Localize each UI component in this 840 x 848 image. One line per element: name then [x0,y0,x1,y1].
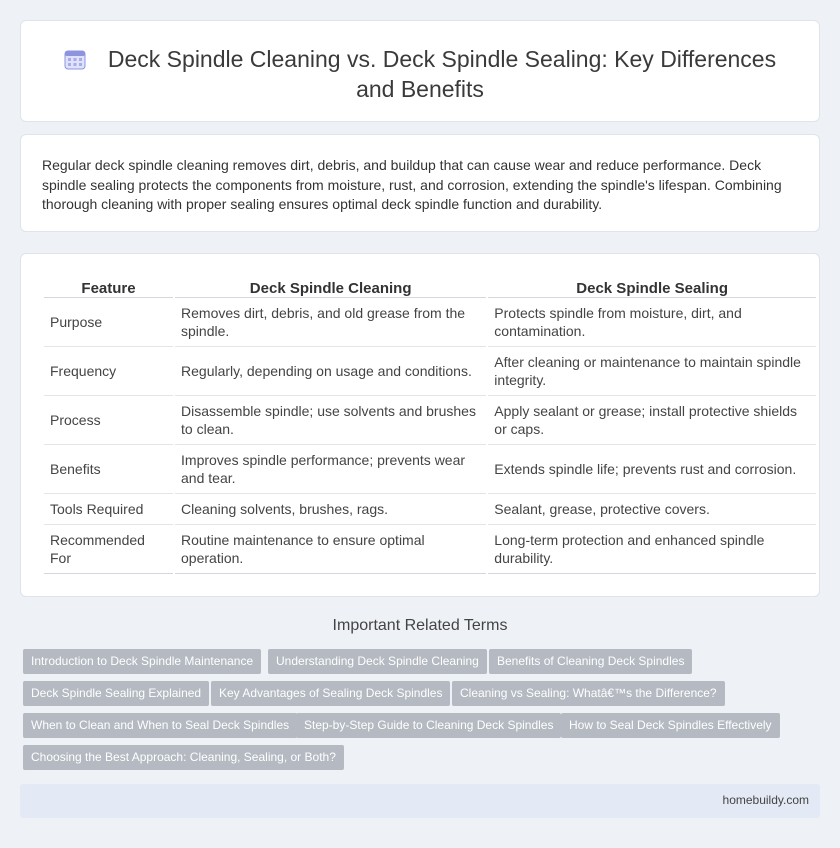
row-sealing: Apply sealant or grease; install protective shields or caps. [488,396,816,445]
related-term-tag[interactable]: Benefits of Cleaning Deck Spindles [489,649,692,674]
row-feature: Tools Required [44,494,173,525]
row-sealing: Extends spindle life; prevents rust and corrosion. [488,445,816,494]
row-sealing: Sealant, grease, protective covers. [488,494,816,525]
related-term-tag[interactable]: Understanding Deck Spindle Cleaning [268,649,487,674]
related-term-tag[interactable]: How to Seal Deck Spindles Effectively [561,713,780,738]
row-sealing: Protects spindle from moisture, dirt, and contamination. [488,298,816,347]
intro-card [20,134,820,232]
row-cleaning: Removes dirt, debris, and old grease from the spindle. [175,298,486,347]
table-row [44,525,816,574]
row-sealing: Long-term protection and enhanced spindle durability. [488,525,816,574]
footer [20,784,820,818]
comparison-card [20,253,820,597]
title-card [20,20,820,122]
calendar-icon [64,48,86,70]
table-row [44,396,816,445]
header-sealing: Deck Spindle Sealing [488,276,816,298]
row-cleaning: Routine maintenance to ensure optimal operation. [175,525,486,574]
table-row [44,347,816,396]
table-header-row [44,276,816,298]
related-term-tag[interactable]: Cleaning vs Sealing: Whatâ€™s the Difference? [452,681,725,706]
related-term-tag[interactable]: Deck Spindle Sealing Explained [23,681,209,706]
row-feature: Frequency [44,347,173,396]
related-term-tag[interactable]: Step-by-Step Guide to Cleaning Deck Spindles [296,713,561,738]
table-row [44,298,816,347]
intro-paragraph: Regular deck spindle cleaning removes dirt, debris, and buildup that can cause wear and reduce performance. Deck spindle sealing protects the components from moisture, rust, and corrosion, extending the spindle's lifespan. Combining thorough cleaning with proper sealing ensures optimal deck spindle function and durability. [42,157,782,212]
table-row [44,494,816,525]
row-cleaning: Improves spindle performance; prevents wear and tear. [175,445,486,494]
related-term-tag[interactable]: Key Advantages of Sealing Deck Spindles [211,681,450,706]
header-feature: Feature [44,276,173,298]
footer-site[interactable]: homebuildy.com [722,793,809,807]
row-cleaning: Disassemble spindle; use solvents and brushes to clean. [175,396,486,445]
row-cleaning: Regularly, depending on usage and conditions. [175,347,486,396]
table-row [44,445,816,494]
row-feature: Benefits [44,445,173,494]
row-sealing: After cleaning or maintenance to maintain spindle integrity. [488,347,816,396]
row-feature: Recommended For [44,525,173,574]
related-term-tag[interactable]: Introduction to Deck Spindle Maintenance [23,649,261,674]
comparison-table [42,276,818,574]
row-cleaning: Cleaning solvents, brushes, rags. [175,494,486,525]
page-title [21,44,819,104]
row-feature: Process [44,396,173,445]
related-term-tag[interactable]: When to Clean and When to Seal Deck Spindles [23,713,297,738]
related-term-tag[interactable]: Choosing the Best Approach: Cleaning, Sealing, or Both? [23,745,344,770]
row-feature: Purpose [44,298,173,347]
header-cleaning: Deck Spindle Cleaning [175,276,486,298]
related-terms-title: Important Related Terms [332,617,508,634]
page-title-text: Deck Spindle Cleaning vs. Deck Spindle Sealing: Key Differences and Benefits [107,46,777,102]
